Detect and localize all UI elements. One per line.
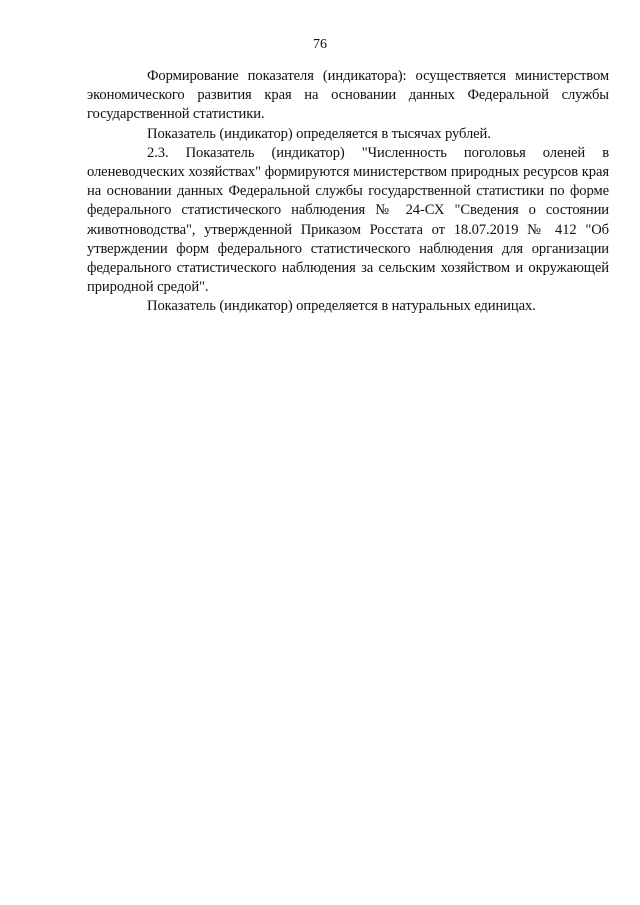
body-text — [87, 67, 609, 317]
paragraph-indicator-units-natural: Показатель (индикатор) определяется в натуральных единицах. — [147, 298, 536, 315]
paragraph-section-2-3: 2.3. Показатель (индикатор) "Численность поголовья оленей в оленеводческих хозяйствах" формируются министерством природных ресурсов края на основании данных Федеральной службы государственной статистики по форме федерального статистического наблюдения № 24-СХ "Сведения о состоянии животноводства", утвержденной Приказом Росстата от 18.07.2019 № 412 "Об утверждении форм федерального статистического наблюдения для организации федерального статистического наблюдения за сельским хозяйством и окружающей природной средой". — [87, 144, 609, 296]
paragraph-indicator-formation: Формирование показателя (индикатора): осуществяется министерством экономического развития края на основании данных Федеральной службы государственной статистики. — [87, 68, 609, 123]
paragraph-indicator-units-rubles: Показатель (индикатор) определяется в тысячах рублей. — [147, 125, 491, 142]
page-number: 76 — [313, 37, 327, 52]
